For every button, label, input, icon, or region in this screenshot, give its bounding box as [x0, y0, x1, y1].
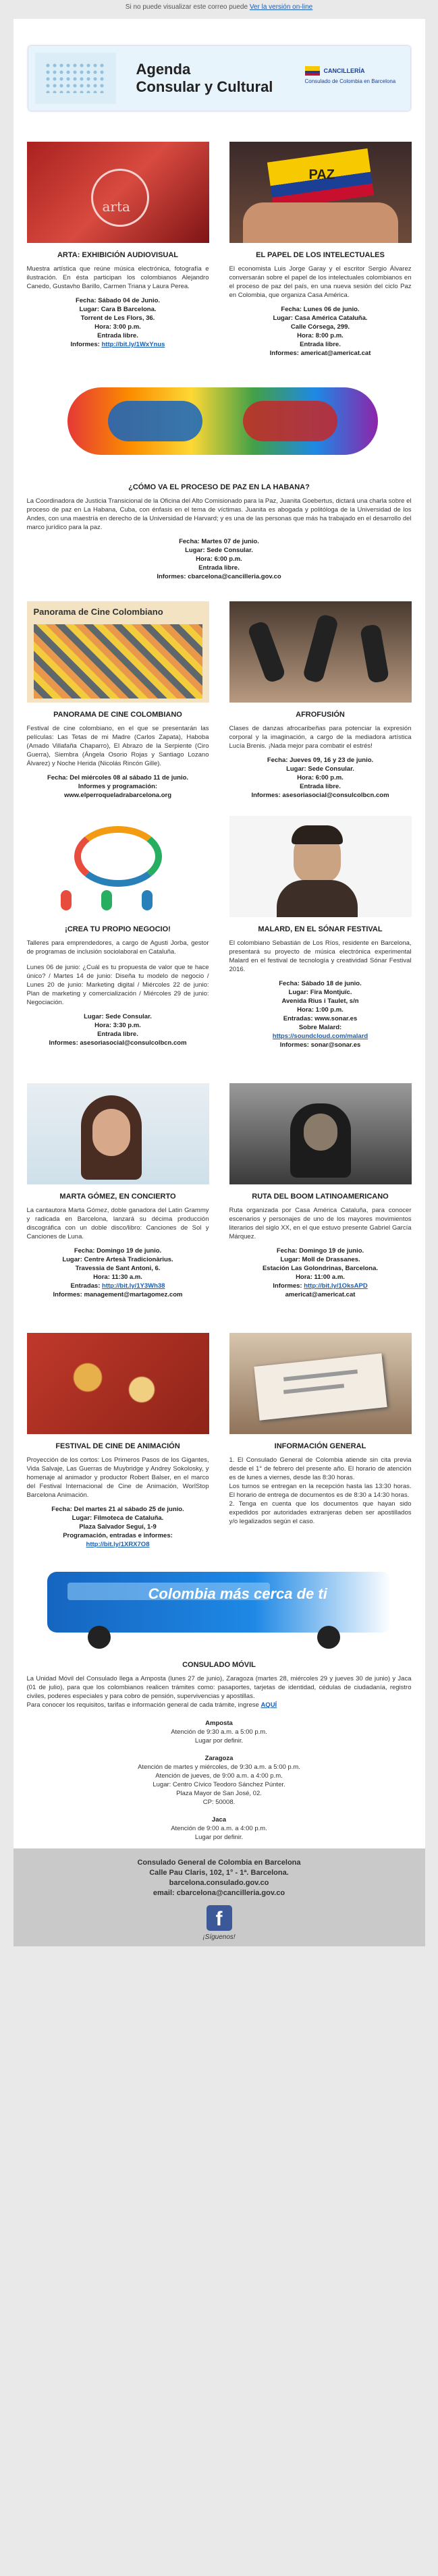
marta-image: [27, 1083, 209, 1184]
event-marta: [27, 1083, 209, 1299]
jaca-place: Lugar por definir.: [194, 1834, 244, 1841]
animacion-place: Lugar: Filmoteca de Cataluña.: [72, 1514, 164, 1522]
boom-link[interactable]: http://bit.ly/1OksAPD: [304, 1282, 368, 1290]
zaragoza-heading: Zaragoza: [204, 1755, 234, 1762]
arta-entry: Entrada libre.: [97, 332, 138, 339]
marta-tickets-label: Entradas:: [70, 1282, 101, 1290]
footer-address: Calle Pau Claris, 102, 1° - 1ª. Barcelona.: [149, 1869, 289, 1877]
arta-info-label: Informes:: [70, 341, 100, 348]
topbar-text: Si no puede visualizar este correo puede: [125, 3, 248, 11]
malard-soundcloud-link[interactable]: https://soundcloud.com/malard: [272, 1033, 368, 1040]
marta-address: Travessia de Sant Antoni, 6.: [75, 1265, 161, 1272]
intelectuales-entry: Entrada libre.: [300, 341, 341, 348]
negocio-place: Lugar: Sede Consular.: [84, 1013, 152, 1020]
intelectuales-info: Informes: americat@americat.cat: [269, 350, 371, 357]
marta-description: La cantautora Marta Gómez, doble ganadora del Latin Grammy y radicada en Barcelona, lanzará su décima producción discográfica con un doble disco/libro: Canciones de Sol y Canciones de Luna.: [26, 1207, 209, 1240]
intelectuales-image: PAZ: [229, 142, 412, 243]
cine-title: PANORAMA DE CINE COLOMBIANO: [53, 711, 182, 719]
animacion-address: Plaza Salvador Seguí, 1-9: [79, 1523, 157, 1531]
cine-url: www.elperroqueladrabarcelona.org: [63, 792, 172, 799]
boom-place: Lugar: Moll de Drassanes.: [280, 1256, 360, 1263]
paz-entry: Entrada libre.: [198, 564, 240, 572]
bus-label: Colombia más cerca de ti: [148, 1585, 327, 1602]
paz-info: Informes: cbarcelona@cancilleria.gov.co: [157, 573, 281, 580]
event-animacion: [27, 1333, 209, 1549]
general-p3: 2. Tenga en cuenta que los documentos que hayan sido expedidos por autoridades extranjeras deben ser apostillados y/o legalizados según el caso.: [229, 1500, 412, 1525]
paz-date: Fecha: Martes 07 de junio.: [179, 538, 259, 545]
header-banner: [28, 46, 410, 111]
title-line-1: Agenda: [136, 61, 191, 78]
footer-website[interactable]: barcelona.consulado.gov.co: [169, 1879, 269, 1887]
malard-title: MALARD, EN EL SÓNAR FESTIVAL: [258, 925, 383, 933]
zaragoza-hours-2: Atención de jueves, de 9:00 a.m. a 4:00 p.m.: [155, 1772, 283, 1780]
malard-description: El colombiano Sebastián de Los Ríos, residente en Barcelona, presentará su proyecto de música electrónica experimental Malard en el festival de tecnología y creatividad Sónar Festival 2016.: [229, 939, 412, 973]
amposta-hours: Atención de 9:30 a.m. a 5:00 p.m.: [171, 1728, 267, 1736]
malard-address: Avenida Rius i Taulet, s/n: [281, 997, 359, 1005]
afro-entry: Entrada libre.: [300, 783, 341, 790]
movil-requirements: Para conocer los requisitos, tarifas e información general de cada trámite, ingrese: [26, 1701, 259, 1709]
cine-description: Festival de cine colombiano, en el que se presentarán las películas: Las Tetas de mi Madre (Carlos Zapata), Haboba (Amado Villafaña Chaparro), El Abrazo de la Serpiente (Ciro Guerra), Siembra (Ángela Osorio Rojas y Santiago Lozano Álvarez) y Noche Herida (Nicolás Rincón Gille).: [26, 725, 209, 767]
afro-image: [229, 601, 412, 703]
malard-about: Sobre Malard:: [298, 1024, 342, 1031]
intelectuales-description: El economista Luis Jorge Garay y el escritor Sergio Álvarez conversarán sobre el papel de los intelectuales colombianos en el proceso de paz del país, en una nueva sesión del ciclo Paz en Colombia, que organiza Casa América.: [229, 265, 412, 299]
amposta-heading: Amposta: [205, 1720, 233, 1727]
cine-info-label: Informes y programación:: [78, 783, 158, 790]
general-title: INFORMACIÓN GENERAL: [274, 1442, 366, 1450]
topbar: [0, 0, 438, 15]
negocio-title: ¡CREA TU PROPIO NEGOCIO!: [65, 925, 171, 933]
boom-image: [229, 1083, 412, 1184]
paz-place: Lugar: Sede Consular.: [185, 547, 253, 554]
cine-image: [27, 601, 209, 703]
boom-title: RUTA DEL BOOM LATINOAMERICANO: [252, 1193, 389, 1201]
arta-description: Muestra artística que reúne música electrónica, fotografía e ilustración. En ésta participan los colombianos Alejandro Canedo, Gustavho Barillo, Carmen Triana y Laura Perea.: [26, 265, 209, 290]
arta-date: Fecha: Sábado 04 de Junio.: [75, 297, 161, 304]
arta-link[interactable]: http://bit.ly/1WxYnus: [101, 341, 165, 348]
malard-image: [229, 816, 412, 917]
negocio-schedule: Lunes 06 de junio: ¿Cuál es tu propuesta de valor que te hace único? / Martes 14 de junio: Diseña tu modelo de negocio / Lunes 20 de junio: Marketing digital / Miércoles 22 de junio: Plan de marketing y comercialización / Miércoles 29 de junio: Negociación.: [26, 964, 209, 1006]
afro-info: Informes: asesoriasocial@consulcolbcn.com: [251, 792, 389, 799]
colombia-flag-icon: [305, 66, 320, 76]
event-cine: [27, 601, 209, 800]
marta-time: Hora: 11:30 a.m.: [93, 1273, 142, 1281]
intelectuales-place: Lugar: Casa América Cataluña.: [273, 314, 368, 322]
afro-date: Fecha: Jueves 09, 16 y 23 de junio.: [267, 757, 374, 764]
bus-image: [27, 1558, 412, 1653]
arta-place: Lugar: Cara B Barcelona.: [79, 306, 157, 313]
negocio-entry: Entrada libre.: [97, 1031, 138, 1038]
event-malard: [229, 816, 412, 1049]
movil-title: CONSULADO MÓVIL: [182, 1661, 256, 1669]
general-p1: 1. El Consulado General de Colombia atiende sin cita previa desde el 1° de febrero del presente año. El horario de atención es de lunes a viernes, desde las 8:30 horas.: [229, 1456, 412, 1481]
malard-place: Lugar: Fira Montjuïc.: [288, 989, 352, 996]
info-general: [229, 1333, 412, 1549]
afro-title: AFROFUSIÓN: [296, 711, 345, 719]
negocio-image: [27, 816, 209, 917]
afro-description: Clases de danzas afrocaribeñas para potenciar la expresión corporal y la imaginación, a cargo de la mediadora artística Lucía Brenis. ¡Nada mejor para combatir el estrés!: [229, 725, 412, 750]
boom-date: Fecha: Domingo 19 de junio.: [276, 1247, 364, 1255]
zaragoza-place: Lugar: Centro Cívico Teodoro Sánchez Púnter.: [153, 1781, 285, 1788]
cancilleria-label: CANCILLERÍA: [323, 67, 365, 74]
zaragoza-address: Plaza Mayor de San José, 02.: [176, 1790, 262, 1797]
main-content: [13, 139, 425, 1848]
event-negocio: [27, 816, 209, 1049]
boom-info-label: Informes:: [273, 1282, 302, 1290]
online-version-link[interactable]: Ver la versión on-line: [249, 3, 313, 11]
cine-banner: Panorama de Cine Colombiano: [33, 607, 163, 617]
arta-title: ARTA: EXHIBICIÓN AUDIOVISUAL: [57, 251, 179, 259]
negocio-description: Talleres para emprendedores, a cargo de Agusti Jorba, gestor de programas de inclusión sociolaboral en Cataluña.: [26, 939, 209, 956]
boom-description: Ruta organizada por Casa América Cataluña, para conocer escenarios y personajes de uno de los mayores movimientos literarios del siglo XX, en el que estuvo presente Gabriel García Márquez.: [229, 1207, 412, 1240]
arta-image: arta: [27, 142, 209, 243]
animacion-image: [27, 1333, 209, 1434]
intelectuales-date: Fecha: Lunes 06 de junio.: [281, 306, 360, 313]
animacion-link[interactable]: http://bit.ly/1XRX7O8: [86, 1541, 150, 1548]
header-logo: [35, 53, 116, 104]
intelectuales-address: Calle Córsega, 299.: [290, 323, 350, 331]
movil-aqui-link[interactable]: AQUÍ: [261, 1701, 277, 1709]
event-afro: [229, 601, 412, 800]
consulado-label: Consulado de Colombia en Barcelona: [304, 78, 396, 84]
intelectuales-time: Hora: 8:00 p.m.: [297, 332, 344, 339]
footer-consulado: Consulado General de Colombia en Barcelona: [137, 1859, 301, 1867]
animacion-info-label: Programación, entradas e informes:: [63, 1532, 173, 1539]
event-paz: [13, 367, 425, 581]
footer: [13, 1848, 425, 1946]
afro-time: Hora: 6:00 p.m.: [297, 774, 344, 782]
marta-tickets-link[interactable]: http://bit.ly/1Y3Wh38: [102, 1282, 165, 1290]
event-boom: [229, 1083, 412, 1299]
cancilleria-logo: [305, 66, 400, 84]
zaragoza-cp: CP: 50008.: [202, 1799, 236, 1806]
boom-time: Hora: 11:00 a.m.: [296, 1273, 345, 1281]
arta-time: Hora: 3:00 p.m.: [94, 323, 141, 331]
cine-date: Fecha: Del miércoles 08 al sábado 11 de junio.: [47, 774, 189, 782]
footer-email[interactable]: email: cbarcelona@cancilleria.gov.co: [153, 1889, 285, 1897]
header: [13, 19, 425, 139]
follow-us-label: ¡Síguenos!: [202, 1934, 236, 1941]
movil-description: La Unidad Móvil del Consulado llega a Amposta (lunes 27 de junio), Zaragoza (martes 28, miércoles 29 y jueves 30 de junio) y Jaca (01 de julio), para que los colombianos realicen trámites como: pasaportes, tarjetas de identidad, cédulas de ciudadanía, registro civiles, poderes especiales y para cobro de pensión, supervivencias y apostillas.: [26, 1675, 412, 1700]
malard-info: Informes: sonar@sonar.es: [279, 1041, 361, 1049]
paz-time: Hora: 6:00 p.m.: [196, 555, 242, 563]
animacion-title: FESTIVAL DE CINE DE ANIMACIÓN: [55, 1442, 180, 1450]
page-title: [136, 61, 273, 96]
jaca-hours: Atención de 9:00 a.m. a 4:00 p.m.: [171, 1825, 267, 1832]
negocio-info: Informes: asesoriasocial@consulcolbcn.com: [49, 1039, 187, 1047]
marta-place: Lugar: Centre Artesà Tradicionàrius.: [62, 1256, 173, 1263]
marta-info: Informes: management@martagomez.com: [53, 1291, 183, 1298]
arta-address: Torrent de Les Flors, 36.: [80, 314, 155, 322]
consulado-movil: [13, 1558, 425, 1842]
animacion-date: Fecha: Del martes 21 al sábado 25 de junio.: [51, 1506, 184, 1513]
boom-address: Estación Las Golondrinas, Barcelona.: [262, 1265, 379, 1272]
general-image: [229, 1333, 412, 1434]
malard-time: Hora: 1:00 p.m.: [297, 1006, 344, 1014]
malard-tickets: Entradas: www.sonar.es: [283, 1015, 358, 1022]
zaragoza-hours-1: Atención de martes y miércoles, de 9:30 a.m. a 5:00 p.m.: [138, 1763, 300, 1771]
general-p2: Los turnos se entregan en la recepción hasta las 13:30 horas. El horario de entrega de documentos es de 8:30 a 14:30 horas.: [229, 1483, 412, 1499]
paz-description: La Coordinadora de Justicia Transicional de la Oficina del Alto Comisionado para la Paz, Juanita Goebertus, dictará una charla sobre el proceso de paz en La Habana, Cuba, con énfasis en el tema de víctimas. Juanita es abogada y politóloga de la Universidad de los Andes, con una maestría en derecho de la Universidad de Harvard; y es una de las personas que más ha trabajado en el desarrollo del marco jurídico para la paz.: [26, 497, 412, 531]
marta-date: Fecha: Domingo 19 de junio.: [74, 1247, 162, 1255]
facebook-icon[interactable]: f: [207, 1905, 232, 1931]
jaca-heading: Jaca: [211, 1816, 227, 1824]
afro-place: Lugar: Sede Consular.: [286, 765, 354, 773]
paz-title: ¿CÓMO VA EL PROCESO DE PAZ EN LA HABANA?: [128, 483, 310, 491]
title-line-2: Consular y Cultural: [136, 78, 273, 95]
negocio-time: Hora: 3:30 p.m.: [94, 1022, 141, 1029]
event-intelectuales: [229, 142, 412, 358]
paz-image: [27, 367, 412, 475]
animacion-description: Proyección de los cortos: Los Primeros Pasos de los Gigantes, Vida Salvaje, Las Guerras de Muybridge y Andrey Sokolosky, y homenaje al animador y productor Robert Balser, en el marco del Festival Internacional de Cine de Animación, WorlStop Barcelona Animación.: [26, 1456, 209, 1499]
amposta-place: Lugar por definir.: [194, 1737, 244, 1745]
marta-title: MARTA GÓMEZ, EN CONCIERTO: [59, 1193, 176, 1201]
malard-date: Fecha: Sábado 18 de junio.: [279, 980, 362, 987]
event-arta: [27, 142, 209, 358]
intelectuales-title: EL PAPEL DE LOS INTELECTUALES: [256, 251, 385, 259]
boom-email: americat@americat.cat: [285, 1291, 356, 1298]
